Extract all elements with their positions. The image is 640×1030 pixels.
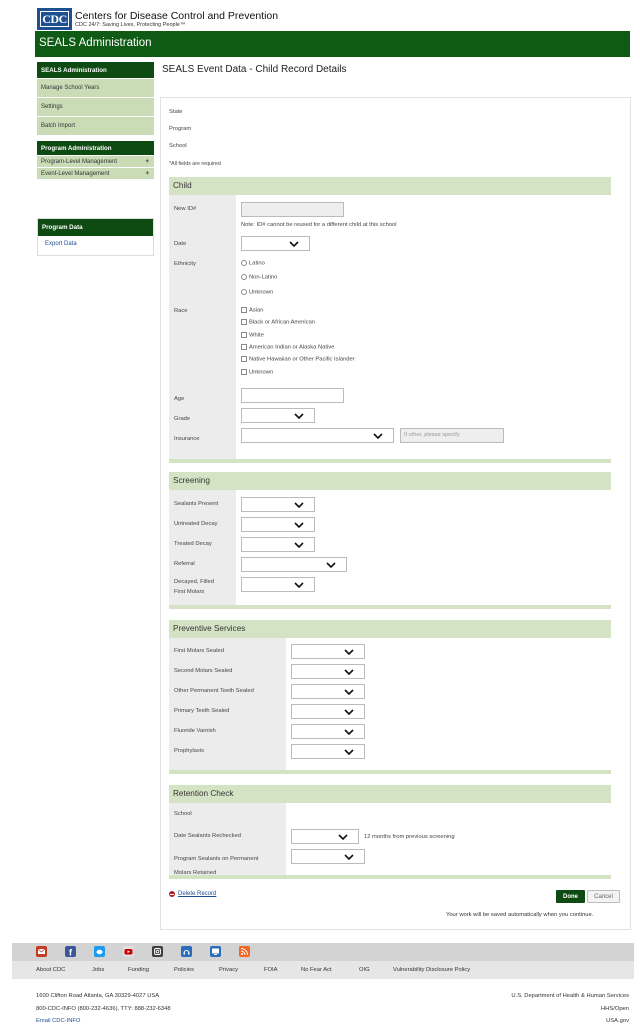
program-data-box <box>37 218 154 256</box>
chevron-down-icon <box>326 561 336 569</box>
sidebar-item-label: Event-Level Management <box>41 170 110 177</box>
chevron-down-icon <box>344 648 354 656</box>
child-footer <box>169 459 611 463</box>
chevron-down-icon <box>344 748 354 756</box>
checkbox[interactable] <box>241 356 247 362</box>
checkbox[interactable] <box>241 369 247 375</box>
cdc-logo[interactable]: CDC <box>37 8 72 30</box>
date-select[interactable] <box>241 236 310 251</box>
treated-decay-label: Treated Decay <box>174 541 212 547</box>
fluoride-varnish-select[interactable] <box>291 724 365 739</box>
dfm-label: Decayed, Filled First Molars <box>174 579 214 595</box>
insurance-other-input[interactable]: If other, please specify <box>400 428 504 443</box>
referral-label: Referral <box>174 561 195 567</box>
sealants-present-label: Sealants Present <box>174 501 219 507</box>
syndication-icon[interactable] <box>210 946 221 957</box>
primary-teeth-label: Primary Teeth Sealed <box>174 708 230 714</box>
sidebar-item-label: Program-Level Management <box>41 158 118 165</box>
required-note: *All fields are required <box>169 161 221 167</box>
delete-icon <box>169 891 175 897</box>
race-option-american-indian[interactable]: American Indian or Alaska Native <box>241 344 334 351</box>
date-rechecked-select[interactable] <box>291 829 359 844</box>
race-option-white[interactable]: White <box>241 332 264 339</box>
expand-plus-icon[interactable]: + <box>145 158 149 165</box>
chevron-down-icon <box>294 541 304 549</box>
first-molars-select[interactable] <box>291 644 365 659</box>
facebook-icon[interactable] <box>65 946 76 957</box>
untreated-decay-select[interactable] <box>241 517 315 532</box>
sidebar-heading-program-admin[interactable]: Program Administration <box>37 141 154 155</box>
chevron-down-icon <box>294 521 304 529</box>
referral-select[interactable] <box>241 557 347 572</box>
race-label: Race <box>174 308 188 314</box>
autosave-note: Your work will be saved automatically when you continue. <box>446 912 594 918</box>
sidebar-item-event-level[interactable] <box>37 167 154 179</box>
checkbox[interactable] <box>241 344 247 350</box>
treated-decay-select[interactable] <box>241 537 315 552</box>
footer-link-no-fear[interactable]: No Fear Act <box>301 967 332 973</box>
podcast-icon[interactable] <box>181 946 192 957</box>
usa-gov-link[interactable]: USA.gov <box>606 1018 629 1024</box>
address-line: 1600 Clifton Road Atlanta, GA 30329-4027 USA <box>36 993 160 999</box>
race-option-black[interactable]: Black or African American <box>241 319 315 326</box>
prophylaxis-label: Prophylaxis <box>174 748 204 754</box>
delete-record-link[interactable]: Delete Record <box>169 891 216 897</box>
export-data-link[interactable]: Export Data <box>45 241 77 247</box>
sidebar-heading-seals[interactable]: SEALS Administration <box>37 62 154 78</box>
preventive-footer <box>169 770 611 774</box>
program-label: Program <box>169 126 192 132</box>
prophylaxis-select[interactable] <box>291 744 365 759</box>
new-id-label: New ID# <box>174 206 197 212</box>
chevron-down-icon <box>344 688 354 696</box>
youtube-icon[interactable] <box>123 946 134 957</box>
email-icon[interactable] <box>36 946 47 957</box>
other-permanent-label: Other Permanent Teeth Sealed <box>174 688 254 694</box>
screening-heading: Screening <box>169 472 611 490</box>
svg-text:f: f <box>69 947 72 957</box>
second-molars-select[interactable] <box>291 664 365 679</box>
retained-label: Program Sealants on Permanent Molars Retained <box>174 856 259 876</box>
insurance-label: Insurance <box>174 436 200 442</box>
ethnicity-option-non-latino[interactable]: Non-Latino <box>241 274 277 281</box>
dfm-select[interactable] <box>241 577 315 592</box>
date-label: Date <box>174 241 187 247</box>
race-option-native-hawaiian[interactable]: Native Hawaiian or Other Pacific Islander <box>241 356 355 363</box>
footer-link-foia[interactable]: FOIA <box>264 967 278 973</box>
chevron-down-icon <box>289 240 299 248</box>
race-option-asian[interactable]: Asian <box>241 307 264 314</box>
primary-teeth-select[interactable] <box>291 704 365 719</box>
sidebar-item-manage-school-years[interactable]: Manage School Years <box>37 78 154 97</box>
age-label: Age <box>174 396 185 402</box>
screening-section <box>169 472 611 609</box>
checkbox[interactable] <box>241 332 247 338</box>
twitter-icon[interactable] <box>94 946 105 957</box>
footer-link-privacy[interactable]: Privacy <box>219 967 239 973</box>
expand-plus-icon[interactable]: + <box>145 170 149 177</box>
footer-link-about[interactable]: About CDC <box>36 967 66 973</box>
phone-line: 800-CDC-INFO (800-232-4636), TTY: 888-232-6348 <box>36 1006 171 1012</box>
grade-label: Grade <box>174 416 191 422</box>
chevron-down-icon <box>344 728 354 736</box>
fluoride-varnish-label: Fluoride Varnish <box>174 728 216 734</box>
age-input[interactable] <box>241 388 344 403</box>
retention-school-label: School <box>174 811 192 817</box>
instagram-icon[interactable] <box>152 946 163 957</box>
preventive-heading: Preventive Services <box>169 620 611 638</box>
chevron-down-icon <box>373 432 383 440</box>
school-label: School <box>169 143 187 149</box>
date-rechecked-note: 12 months from previous screening <box>364 834 455 840</box>
new-id-note: Note: ID# cannot be reused for a different child at this school <box>241 222 397 228</box>
ethnicity-option-latino[interactable]: Latino <box>241 260 265 267</box>
sidebar-item-batch-import[interactable]: Batch Import <box>37 116 154 135</box>
ethnicity-option-unknown[interactable]: Unknown <box>241 289 273 296</box>
hhs-open-link[interactable]: HHS/Open <box>600 1006 629 1012</box>
race-option-unknown[interactable]: Unknown <box>241 369 273 376</box>
hhs-link[interactable]: U.S. Department of Health & Human Services <box>511 993 629 999</box>
ethnicity-label: Ethnicity <box>174 261 196 267</box>
footer-link-oig[interactable]: OIG <box>359 967 370 973</box>
chevron-down-icon <box>344 708 354 716</box>
program-data-heading: Program Data <box>38 219 153 236</box>
app-title-bar <box>35 31 630 57</box>
done-button[interactable]: Done <box>556 890 585 903</box>
retained-select[interactable] <box>291 849 365 864</box>
first-molars-label: First Molars Sealed <box>174 648 224 654</box>
insurance-select[interactable] <box>241 428 394 443</box>
footer-link-policies[interactable]: Policies <box>174 967 194 973</box>
chevron-down-icon <box>294 412 304 420</box>
org-name[interactable]: Centers for Disease Control and Prevention <box>75 10 279 22</box>
social-bar <box>12 943 634 961</box>
checkbox[interactable] <box>241 319 247 325</box>
footer-link-jobs[interactable]: Jobs <box>92 967 105 973</box>
sidebar-item-settings[interactable]: Settings <box>37 97 154 116</box>
screening-footer <box>169 605 611 609</box>
chevron-down-icon <box>294 581 304 589</box>
grade-select[interactable] <box>241 408 315 423</box>
email-link[interactable]: Email CDC-INFO <box>36 1018 81 1024</box>
radio-button[interactable] <box>241 260 247 266</box>
state-label: State <box>169 109 183 115</box>
chevron-down-icon <box>338 833 348 841</box>
sidebar <box>37 62 154 179</box>
child-heading: Child <box>169 177 611 195</box>
footer-link-vdp[interactable]: Vulnerability Disclosure Policy <box>393 967 471 973</box>
chevron-down-icon <box>344 668 354 676</box>
new-id-input[interactable] <box>241 202 344 217</box>
rss-icon[interactable] <box>239 946 250 957</box>
retention-section <box>169 785 611 879</box>
chevron-down-icon <box>344 853 354 861</box>
cancel-button[interactable]: Cancel <box>587 890 620 903</box>
app-title: SEALS Administration <box>39 37 152 49</box>
other-permanent-select[interactable] <box>291 684 365 699</box>
sealants-present-select[interactable] <box>241 497 315 512</box>
footer-nav <box>12 961 634 979</box>
sidebar-item-program-level[interactable] <box>37 155 154 167</box>
second-molars-label: Second Molars Sealed <box>174 668 233 674</box>
checkbox[interactable] <box>241 307 247 313</box>
child-section <box>169 177 611 463</box>
preventive-section <box>169 620 611 774</box>
radio-button[interactable] <box>241 289 247 295</box>
untreated-decay-label: Untreated Decay <box>174 521 218 527</box>
org-tagline: CDC 24/7: Saving Lives, Protecting People™ <box>75 22 186 28</box>
chevron-down-icon <box>294 501 304 509</box>
retention-heading: Retention Check <box>169 785 611 803</box>
page-title: SEALS Event Data - Child Record Details <box>162 64 347 75</box>
date-rechecked-label: Date Sealants Rechecked <box>174 833 242 839</box>
radio-button[interactable] <box>241 274 247 280</box>
footer-link-funding[interactable]: Funding <box>128 967 149 973</box>
